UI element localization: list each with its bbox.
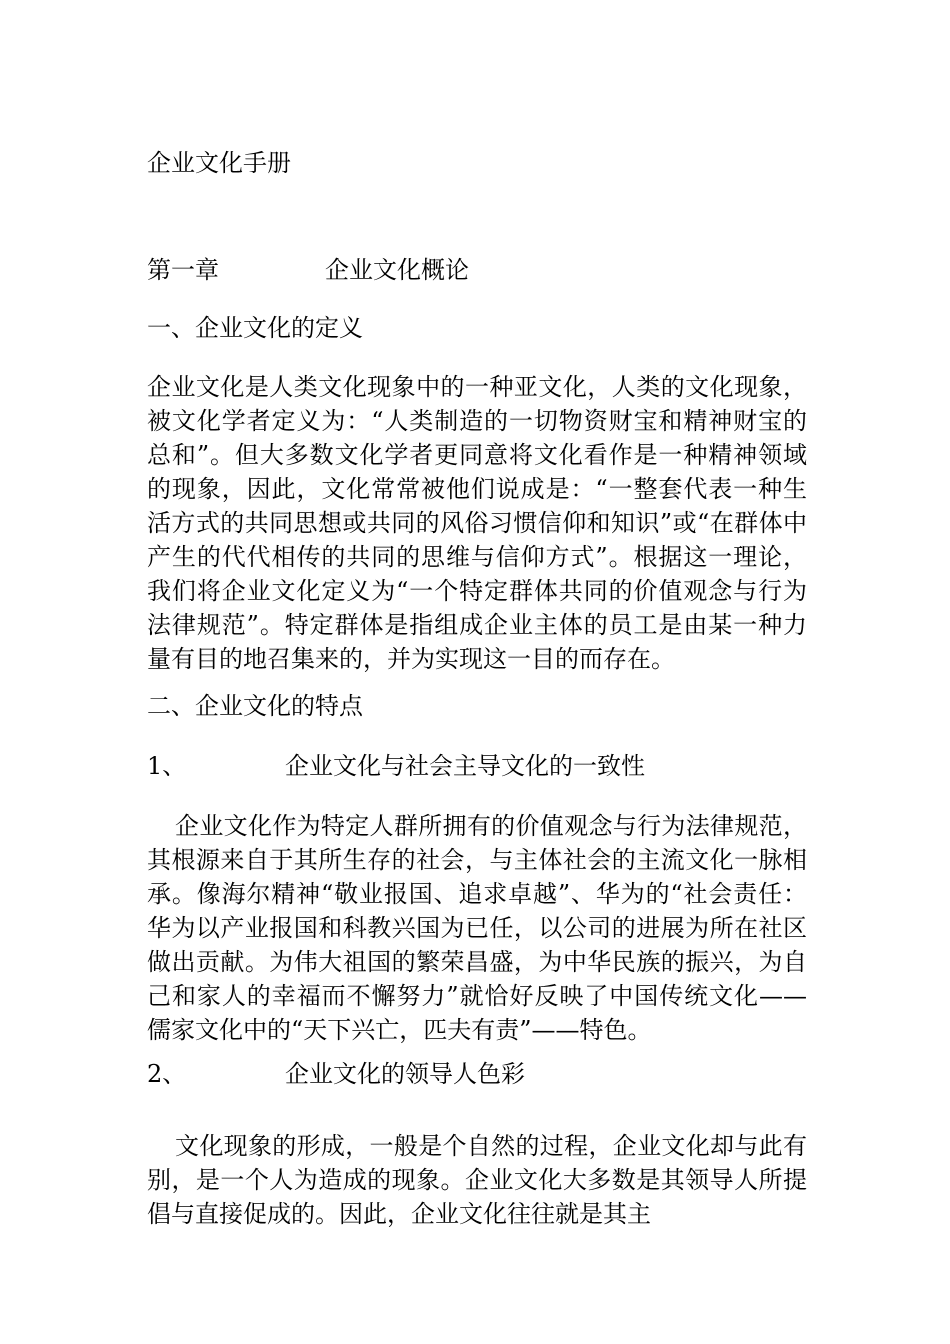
- feature-item-title: 企业文化的领导人色彩: [285, 1060, 525, 1088]
- feature-item-number: 1、: [147, 752, 187, 780]
- chapter-heading: [147, 253, 807, 287]
- feature-item-number: 2、: [147, 1060, 187, 1088]
- chapter-title: 企业文化概论: [325, 256, 469, 284]
- section-heading-features: 二、企业文化的特点: [147, 692, 363, 720]
- feature-item-heading: [147, 1057, 807, 1091]
- feature-item-heading: [147, 749, 807, 783]
- feature-item-title: 企业文化与社会主导文化的一致性: [285, 752, 645, 780]
- chapter-number: 第一章: [147, 256, 219, 284]
- document-title: 企业文化手册: [147, 149, 291, 177]
- feature-item-paragraph: 文化现象的形成，一般是个自然的过程，企业文化却与此有别，是一个人为造成的现象。企业文化大多数是其领导人所提倡与直接促成的。因此，企业文化往往就是其主: [147, 1132, 807, 1228]
- feature-item-paragraph: 企业文化作为特定人群所拥有的价值观念与行为法律规范，其根源来自于其所生存的社会，与主体社会的主流文化一脉相承。像海尔精神“敬业报国、追求卓越”、华为的“社会责任：华为以产业报国和科教兴国为已任，以公司的进展为所在社区做出贡献。为伟大祖国的繁荣昌盛，为中华民族的振兴，为自己和家人的幸福而不懈努力”就恰好反映了中国传统文化——儒家文化中的“天下兴亡，匹夫有责”——特色。: [147, 812, 807, 1044]
- section-heading-definition: 一、企业文化的定义: [147, 314, 363, 342]
- definition-paragraph: 企业文化是人类文化现象中的一种亚文化，人类的文化现象，被文化学者定义为：“人类制造的一切物资财宝和精神财宝的总和”。但大多数文化学者更同意将文化看作是一种精神领域的现象，因此，文化常常被他们说成是：“一整套代表一种生活方式的共同思想或共同的风俗习惯信仰和知识”或“在群体中产生的代代相传的共同的思维与信仰方式”。根据这一理论，我们将企业文化定义为“一个特定群体共同的价值观念与行为法律规范”。特定群体是指组成企业主体的员工是由某一种力量有目的地召集来的，并为实现这一目的而存在。: [147, 373, 807, 673]
